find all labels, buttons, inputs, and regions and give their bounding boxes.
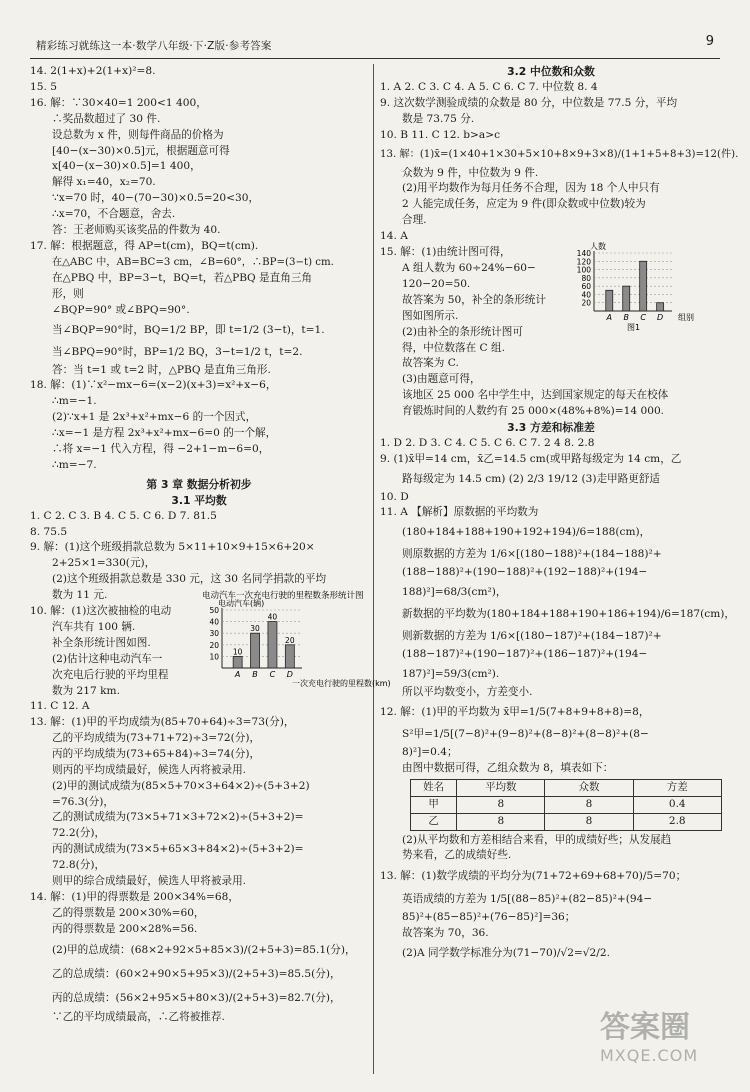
answer-line: 故答案为 C. (402, 357, 459, 370)
table-cell: 乙 (411, 813, 457, 830)
stats-table (410, 779, 722, 831)
answer-line: 11. C 12. A (30, 700, 90, 713)
answer-line: 乙的平均成绩为(73+71+72)÷3=72(分)， (52, 731, 261, 744)
y-tick-label: 20 (581, 298, 591, 308)
answer-line: 由图中数据可得，乙组众数为 8，填表如下： (402, 761, 614, 774)
answer-line: 15. 解：(1)由统计图可得， (380, 246, 511, 259)
answer-line: 13. 解：(1)x̄=(1×40+1×30+5×10+8×9+3×8)/(1+1+5+8+3)=12(件). (380, 148, 739, 160)
answer-line: 该地区 25 000 名中学生中，达到国家规定的每天在校体 (402, 388, 669, 401)
answer-line: 2+25×1=330(元)， (52, 557, 156, 570)
answer-line: 数为 217 km. (52, 684, 120, 697)
answer-line: (2)甲的测试成绩为(85×5+70×3+64×2)÷(5+3+2) (52, 779, 310, 792)
answer-line: 1. D 2. D 3. C 4. C 5. C 6. C 7. 2 4 8. 2.8 (380, 436, 595, 449)
x-tick-label: B (252, 670, 258, 680)
answer-line: 85)²+(85−85)²+(76−85)²]=36； (402, 911, 576, 924)
table-cell: 2.8 (633, 813, 721, 830)
answer-line: 9. 解：(1)这个班级捐款总数为 5×11+10×9+15×6+20× (30, 541, 315, 554)
answer-line: ∵x=70 时，40−(70−30)×0.5=20<30， (52, 192, 260, 205)
answer-line: (2)这个班级捐款总数是 330 元，这 30 名同学捐款的平均 (52, 573, 327, 586)
answer-line: 14. 解：(1)甲的得票数是 200×34%=68， (30, 890, 239, 903)
page-number: 9 (705, 34, 714, 49)
answer-line: 10. B 11. C 12. b>a>c (380, 128, 501, 141)
answer-line: (2)从平均数和方差相结合来看，甲的成绩好些；从发展趋 (402, 833, 672, 846)
answer-line: 设总数为 x 件，则每件商品的价格为 (52, 128, 224, 141)
answer-line: 12. 解：(1)甲的平均数为 x̄甲=1/5(7+8+9+8+8)=8， (380, 706, 650, 719)
x-tick-label: B (623, 313, 629, 323)
answer-line: 72.8(分)， (52, 859, 106, 872)
answer-line: ∴x=70，不合题意，舍去. (52, 208, 176, 221)
table-header: 姓名 (411, 779, 457, 796)
answer-line: 乙的得票数是 200×30%=60， (52, 906, 205, 919)
y-axis-label: 电动汽车(辆) (218, 599, 265, 609)
answer-line: (188−188)²+(190−188)²+(192−188)²+(194− (402, 566, 648, 579)
answer-line: (2)用平均数作为每月任务不合理，因为 18 个人中只有 (402, 182, 660, 195)
section-heading: 3.3 方差和标准差 (507, 420, 595, 434)
watermark (600, 1010, 730, 1080)
bar-value-label: 40 (267, 612, 278, 622)
answer-line: 则丙的平均成绩最好，候选人丙将被录用. (52, 763, 247, 776)
y-tick-label: 120 (576, 257, 591, 267)
y-tick-label: 100 (576, 265, 591, 275)
answer-line: ∵乙的平均成绩最高，∴乙将被推荐. (52, 1010, 225, 1023)
answer-line: ∴x=−1 是方程 2x³+x²+mx−6=0 的一个解， (52, 427, 277, 440)
answer-line: 汽车共有 100 辆. (52, 621, 136, 633)
answer-line: 1. A 2. C 3. C 4. A 5. C 6. C 7. 中位数 8. 4 (380, 80, 598, 93)
mileage-bar-chart (200, 588, 391, 703)
answer-line: 补全条形统计图如图. (52, 636, 151, 649)
group-bar-chart (572, 241, 722, 341)
answer-line: 1. C 2. C 3. B 4. C 5. C 6. D 7. 81.5 (30, 509, 217, 522)
answer-line: 15. 5 (30, 80, 57, 93)
answer-line: (180+184+188+190+192+194)/6=188(cm)， (402, 526, 651, 539)
table-cell: 0.4 (633, 796, 721, 813)
answer-line: 答：当 t=1 或 t=2 时，△PBQ 是直角三角形. (52, 363, 271, 376)
table-row (411, 796, 722, 813)
answer-line: 众数为 9 件，中位数为 9 件. (402, 166, 539, 179)
answer-line: 8. 75.5 (30, 525, 68, 538)
answer-line: 图如图所示. (402, 309, 459, 322)
answer-line: 则原数据的方差为 1/6×[(180−188)²+(184−188)²+ (402, 548, 662, 561)
answer-line: 故答案为 50，补全的条形统计 (402, 293, 546, 306)
bar (623, 286, 630, 311)
table-row (411, 813, 722, 830)
answer-line: 丙的平均成绩为(73+65+84)÷3=74(分)， (52, 747, 261, 760)
answer-line: ∴m=−7. (52, 458, 97, 471)
table-cell: 8 (457, 813, 545, 830)
answer-line: 数为 11 元. (52, 589, 108, 602)
chart-title: 电动汽车一次充电行驶的里程数条形统计图 (202, 591, 364, 602)
answer-line: 9. (1)x̄甲=14 cm，x̄乙=14.5 cm(或甲路每级定为 14 cm，乙 (380, 452, 682, 465)
y-tick-label: 20 (209, 640, 219, 650)
q15-block (380, 242, 722, 372)
bar (268, 622, 277, 668)
answer-line: 乙的测试成绩为(73×5+71×3+72×2)÷(5+3+2)= (52, 811, 304, 824)
answer-line: 13. 解：(1)数学成绩的平均分为(71+72+69+68+70)/5=70； (380, 870, 687, 883)
answer-line: 10. 解：(1)这次被抽检的电动 (30, 605, 172, 618)
y-tick-label: 40 (209, 617, 219, 627)
answer-line: 187)²]=59/3(cm²). (402, 668, 500, 681)
left-column (30, 64, 391, 1026)
section-heading: 3.2 中位数和众数 (507, 65, 595, 78)
answer-line: =76.3(分)， (52, 795, 114, 808)
y-tick-label: 60 (581, 282, 591, 292)
answer-line: 次充电后行驶的平均里程 (52, 668, 169, 681)
answer-line: 解得 x₁=40，x₂=70. (52, 176, 156, 189)
answer-line: (2)∵x+1 是 2x³+x²+mx−6 的一个因式， (52, 411, 257, 424)
watermark-url: MXQE.COM (600, 1046, 699, 1065)
answer-line: 120−20=50. (402, 277, 471, 290)
answer-line: 72.2(分)， (52, 827, 106, 840)
answer-line: 16. 解：∵30×40=1 200<1 400， (30, 96, 207, 109)
answer-line: A 组人数为 60÷24%−60− (402, 261, 536, 274)
chart-caption: 图1 (627, 323, 641, 333)
y-tick-label: 10 (209, 652, 219, 662)
answer-line: ∴将 x=−1 代入方程，得 −2+1−m−6=0， (52, 443, 270, 456)
answer-line: 10. D (380, 490, 409, 503)
answer-line: 在△PBQ 中，BP=3−t，BQ=t，若△PBQ 是直角三角 (52, 271, 313, 284)
y-tick-label: 30 (209, 629, 219, 639)
answer-line: (188−187)²+(190−187)²+(186−187)²+(194− (402, 648, 648, 661)
table-header: 方差 (633, 779, 721, 796)
y-tick-label: 50 (209, 606, 219, 616)
answer-line: 势来看，乙的成绩好些. (402, 849, 512, 862)
answer-line: 新数据的平均数为(180+184+188+190+186+194)/6=187(cm)， (402, 608, 735, 621)
answer-line: 则新数据的方差为 1/6×[(180−187)²+(184−187)²+ (402, 630, 662, 643)
answer-line: 当∠BPQ=90°时，BP=1/2 BQ，3−t=1/2 t，t=2. (52, 345, 303, 358)
answer-line: 17. 解：根据题意，得 AP=t(cm)，BQ=t(cm). (30, 239, 259, 252)
answer-line: x[40−(x−30)×0.5]=1 400， (52, 160, 201, 173)
table-header-row (411, 779, 722, 796)
bar (606, 290, 613, 311)
answer-line: 路每级定为 14.5 cm) (2) 2/3 19/12 (3)走甲路更舒适 (402, 472, 661, 485)
x-tick-label: D (286, 670, 293, 680)
x-tick-label: D (657, 313, 664, 323)
x-tick-label: A (234, 670, 241, 680)
answer-line: 则甲的综合成绩最好，候选人甲将被录用. (52, 875, 247, 888)
y-axis-label: 人数 (590, 242, 606, 252)
answer-line: ∴奖品数超过了 30 件. (52, 112, 161, 125)
answer-line: 11. A 【解析】原数据的平均数为 (380, 506, 539, 519)
right-column (380, 64, 739, 964)
answer-line: [40−(x−30)×0.5]元，根据题意可得 (52, 144, 230, 157)
answer-line: 丙的得票数是 200×28%=56. (52, 922, 198, 935)
answer-line: 得，中位数落在 C 组. (402, 341, 505, 354)
answer-line: (2)由补全的条形统计图可 (402, 325, 523, 338)
answer-line: 所以平均数变小，方差变小. (402, 686, 533, 699)
answer-line: S²甲=1/5[(7−8)²+(9−8)²+(8−8)²+(8−8)²+(8− (402, 728, 649, 741)
answer-line: 9. 这次数学测验成绩的众数是 80 分，中位数是 77.5 分，平均 (380, 96, 678, 109)
answer-line: 答：王老师购买该奖品的件数为 40. (52, 224, 221, 237)
table-cell: 甲 (411, 796, 457, 813)
answer-line: 乙的总成绩：(60×2+90×5+95×3)/(2+5+3)=85.5(分)， (52, 967, 341, 980)
table-cell: 8 (545, 796, 633, 813)
answer-line: ∴m=−1. (52, 395, 97, 408)
page-header-title: 精彩练习就练这一本·数学八年级·下·Z版·参考答案 (36, 40, 272, 52)
answer-line: 14. A (380, 230, 408, 243)
answer-line: 14. 2(1+x)+2(1+x)²=8. (30, 65, 156, 77)
table-header: 众数 (545, 779, 633, 796)
answer-line: 丙的总成绩：(56×2+95×5+80×3)/(2+5+3)=82.7(分)， (52, 991, 341, 1004)
answer-line: 形，则 (52, 287, 84, 300)
x-tick-label: C (640, 313, 646, 323)
answer-line: 英语成绩的方差为 1/5[(88−85)²+(82−85)²+(94− (402, 893, 653, 906)
answer-line: 丙的测试成绩为(73×5+65×3+84×2)÷(5+3+2)= (52, 843, 304, 856)
answer-line: 故答案为 70，36. (402, 927, 489, 940)
x-tick-label: C (269, 670, 276, 680)
table-header: 平均数 (457, 779, 545, 796)
answer-line: 18. 解：(1)∵x²−mx−6=(x−2)(x+3)=x²+x−6， (30, 379, 277, 392)
x-tick-label: A (606, 313, 613, 323)
bar (657, 303, 664, 311)
y-tick-label: 140 (576, 249, 591, 259)
answer-line: 8)²]=0.4； (402, 746, 458, 759)
bar (285, 645, 294, 668)
header-rule (30, 58, 720, 59)
answer-line: 13. 解：(1)甲的平均成绩为(85+70+64)÷3=73(分)， (30, 716, 295, 728)
answer-line: 数是 73.75 分. (402, 112, 475, 125)
y-tick-label: 40 (581, 290, 591, 300)
answer-line: (3)由题意可得， (402, 373, 481, 386)
answer-line: (2)甲的总成绩：(68×2+92×5+85×3)/(2+5+3)=85.1(分)， (52, 943, 356, 956)
x-axis-label: 一次充电行驶的里程数(km) (292, 679, 391, 689)
answer-line: 育锻炼时间的人数约有 25 000×(48%+8%)=14 000. (402, 404, 665, 417)
y-tick-label: 80 (581, 273, 591, 283)
answer-line: 合理. (402, 214, 427, 227)
chapter-heading: 第 3 章 数据分析初步 (146, 477, 252, 491)
bar (251, 633, 260, 668)
bar (640, 261, 647, 311)
answer-line: ∠BQP=90° 或∠BPQ=90°. (52, 303, 190, 316)
table-cell: 8 (545, 813, 633, 830)
bar-value-label: 30 (250, 624, 260, 634)
answer-line: 2 人能完成任务，应定为 9 件(即众数或中位数)较为 (402, 198, 646, 211)
answer-line: (2)估计这种电动汽车一 (52, 652, 163, 665)
watermark-logo: 答案圈 (600, 1010, 690, 1045)
section-heading: 3.1 平均数 (171, 493, 227, 507)
x-axis-label: 组别 (678, 313, 694, 323)
bar-value-label: 20 (285, 635, 295, 645)
answer-line: (2)A 同学数学标准分为(71−70)/√2=√2/2. (402, 947, 610, 960)
column-divider (373, 64, 374, 1074)
answer-line: 188)²]=68/3(cm²)， (402, 586, 507, 599)
answer-line: 当∠BQP=90°时，BQ=1/2 BP，即 t=1/2 (3−t)，t=1. (52, 323, 325, 336)
bar-value-label: 10 (232, 647, 243, 657)
table-cell: 8 (457, 796, 545, 813)
bar (233, 656, 242, 668)
answer-line: 在△ABC 中，AB=BC=3 cm，∠B=60°，∴BP=(3−t) cm. (52, 256, 334, 268)
